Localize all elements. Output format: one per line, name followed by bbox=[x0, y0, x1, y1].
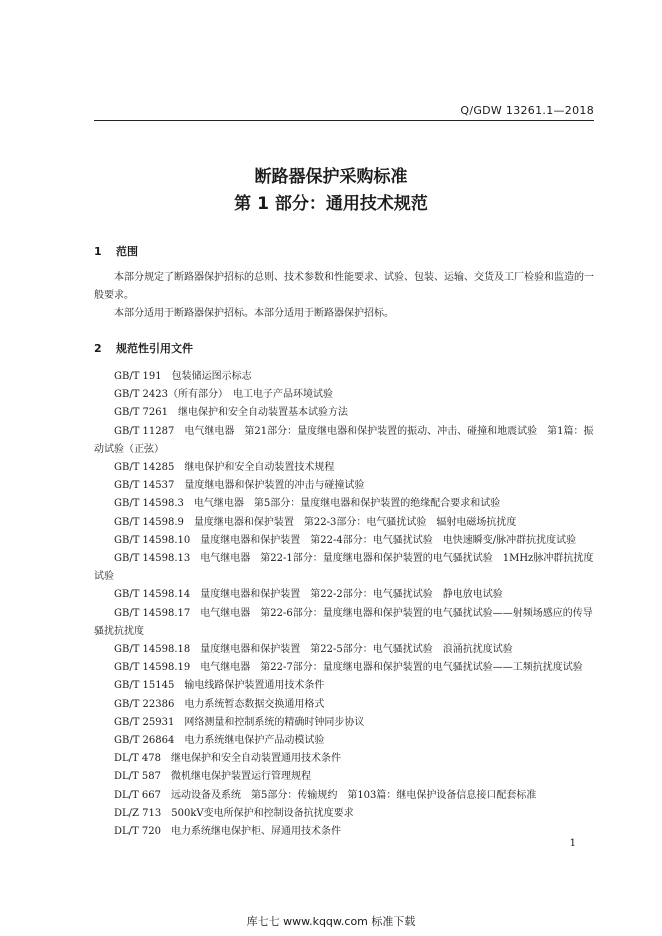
page-number: 1 bbox=[569, 838, 576, 849]
section-heading-references bbox=[94, 340, 193, 356]
reference-item: GB/T 14598.13 电气继电器 第22-1部分：量度继电器和保护装置的电气骚扰试验 1MHz脉冲群抗扰度试验 bbox=[94, 553, 594, 583]
reference-item: DL/T 720 电力系统继电保护柜、屏通用技术条件 bbox=[114, 826, 341, 838]
section-number: 2 bbox=[94, 342, 102, 355]
section-number: 1 bbox=[94, 245, 102, 258]
reference-item: GB/T 14598.10 量度继电器和保护装置 第22-4部分：电气骚扰试验 电快速瞬变/脉冲群抗扰度试验 bbox=[114, 534, 577, 546]
reference-item: GB/T 14598.3 电气继电器 第5部分：量度继电器和保护装置的绝缘配合要求和试验 bbox=[114, 498, 501, 510]
scope-paragraph-2: 本部分适用于断路器保护招标。本部分适用于断路器保护招标。 bbox=[114, 308, 394, 319]
reference-item: DL/T 478 继电保护和安全自动装置通用技术条件 bbox=[114, 753, 341, 765]
reference-item: GB/T 14598.19 电气继电器 第22-7部分：量度继电器和保护装置的电气骚扰试验——工频抗扰度试验 bbox=[114, 662, 583, 674]
document-code: Q/GDW 13261.1—2018 bbox=[460, 104, 594, 117]
reference-list bbox=[94, 368, 594, 841]
reference-item: GB/T 191 包装储运图示标志 bbox=[114, 371, 252, 382]
reference-item: DL/T 587 微机继电保护装置运行管理规程 bbox=[114, 771, 311, 783]
reference-item: GB/T 14537 量度继电器和保护装置的冲击与碰撞试验 bbox=[114, 480, 365, 492]
reference-item: GB/T 2423（所有部分） 电工电子产品环境试验 bbox=[114, 389, 334, 401]
reference-item: GB/T 11287 电气继电器 第21部分：量度继电器和保护装置的振动、冲击、碰撞和地震试验 第1篇：振动试验（正弦） bbox=[94, 425, 594, 455]
reference-item: GB/T 14598.18 量度继电器和保护装置 第22-5部分：电气骚扰试验 浪涌抗扰度试验 bbox=[114, 644, 513, 656]
reference-item: GB/T 15145 输电线路保护装置通用技术条件 bbox=[114, 680, 325, 692]
reference-item: GB/T 14598.17 电气继电器 第22-6部分：量度继电器和保护装置的电气骚扰试验——射频场感应的传导骚扰抗扰度 bbox=[94, 607, 593, 637]
reference-item: DL/T 667 远动设备及系统 第5部分：传输规约 第103篇：继电保护设备信息接口配套标准 bbox=[114, 789, 537, 801]
reference-item: GB/T 14598.9 量度继电器和保护装置 第22-3部分：电气骚扰试验 辐射电磁场抗扰度 bbox=[114, 516, 517, 528]
site-watermark: 库七七 www.kqqw.com 标准下载 bbox=[246, 915, 416, 928]
document-subtitle: 第 1 部分：通用技术规范 bbox=[234, 194, 428, 214]
section-heading-scope bbox=[94, 243, 138, 259]
reference-item: GB/T 25931 网络测量和控制系统的精确时钟同步协议 bbox=[114, 716, 365, 728]
header-rule bbox=[94, 120, 594, 121]
reference-item: GB/T 7261 继电保护和安全自动装置基本试验方法 bbox=[114, 407, 349, 419]
reference-item: GB/T 22386 电力系统暂态数据交换通用格式 bbox=[114, 698, 325, 710]
scope-paragraph-1: 本部分规定了断路器保护招标的总则、技术参数和性能要求、试验、包装、运输、交货及工厂检验和监造的一般要求。 bbox=[94, 272, 594, 301]
reference-item: GB/T 14598.14 量度继电器和保护装置 第22-2部分：电气骚扰试验 静电放电试验 bbox=[114, 589, 503, 601]
reference-item: DL/Z 713 500kV变电所保护和控制设备抗扰度要求 bbox=[114, 807, 354, 819]
document-title: 断路器保护采购标准 bbox=[254, 167, 408, 187]
reference-item: GB/T 14285 继电保护和安全自动装置技术规程 bbox=[114, 462, 335, 474]
reference-item: GB/T 26864 电力系统继电保护产品动模试验 bbox=[114, 735, 325, 747]
section-title: 规范性引用文件 bbox=[116, 342, 193, 355]
section-title: 范围 bbox=[116, 245, 138, 258]
